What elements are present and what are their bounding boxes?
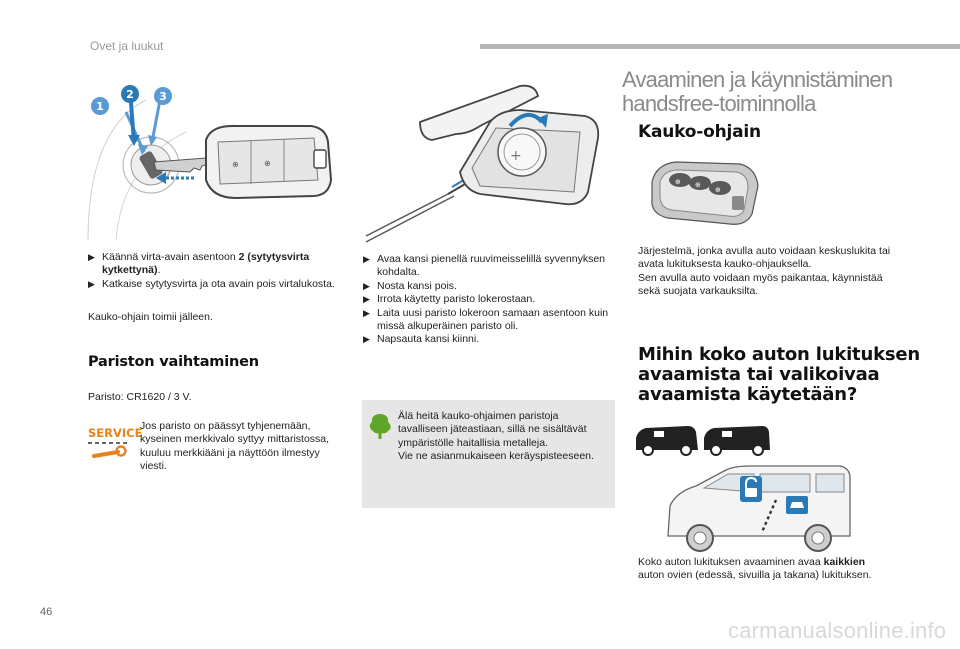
- bullet-icon: ▶: [363, 294, 370, 305]
- bullet-icon: ▶: [363, 307, 370, 318]
- section-title-line-2: handsfree-toiminnolla: [622, 91, 816, 116]
- full-unlock-text: Koko auton lukituksen avaaminen avaa kaikkien auton ovien (edessä, sivuilla ja takana) lukituksen.: [638, 556, 872, 582]
- van-variants-illustration: [632, 422, 772, 456]
- remote-description-1: Järjestelmä, jonka avulla auto voidaan keskuslukita tai avata lukituksesta kauko-ohjauksella.: [638, 245, 891, 271]
- svg-text:⊕: ⊕: [695, 181, 701, 189]
- van-unlock-illustration: [664, 462, 854, 554]
- key-ignition-illustration: [86, 80, 346, 240]
- bullet-icon: ▶: [363, 280, 370, 291]
- bullet-icon: ▶: [88, 252, 95, 262]
- bullet-icon: ▶: [363, 254, 370, 264]
- svg-text:⊕: ⊕: [264, 159, 271, 168]
- header-bar: [480, 44, 960, 49]
- svg-text:⊕: ⊕: [715, 186, 721, 194]
- svg-text:SERVICE: SERVICE: [88, 426, 143, 440]
- page-number: 46: [40, 606, 53, 618]
- service-warning-icon: [86, 424, 143, 464]
- environment-note-text: Älä heitä kauko-ohjaimen paristoja tavalliseen jäteastiaan, sillä ne sisältävät ympäristölle haitallisia metalleja. Vie ne asianmukaiseen keräyspisteeseen.: [398, 410, 594, 463]
- battery-steps: [363, 253, 613, 347]
- list-item: ▶ Katkaise sytytysvirta ja ota avain pois virtalukosta.: [88, 277, 335, 290]
- svg-text:⊕: ⊕: [675, 178, 681, 186]
- callout-3: 3: [159, 90, 167, 103]
- callout-1: 1: [96, 100, 104, 113]
- tree-icon: [368, 412, 392, 440]
- svg-text:+: +: [510, 148, 522, 164]
- svg-text:⊕: ⊕: [232, 160, 239, 169]
- watermark: carmanualsonline.info: [728, 618, 947, 643]
- bullet-icon: ▶: [363, 334, 370, 345]
- list-item: ▶ Napsauta kansi kiinni.: [363, 333, 480, 346]
- service-note: Jos paristo on päässyt tyhjenemään, kyseinen merkkivalo syttyy mittaristossa, kuuluu merkkiääni ja näyttöön ilmestyy viesti.: [140, 420, 330, 473]
- list-item: ▶ Laita uusi paristo lokeroon samaan asentoon kuin missä alkuperäinen paristo oli.: [363, 306, 609, 333]
- unlock-mode-heading-line-2: avaamista tai valikoivaa: [638, 364, 880, 385]
- list-item: ▶ Avaa kansi pienellä ruuvimeisselillä syvennyksen kohdalta.: [363, 253, 606, 279]
- remote-key-illustration: [648, 158, 760, 228]
- section-title-line-1: Avaaminen ja käynnistäminen: [622, 67, 893, 92]
- battery-spec: Paristo: CR1620 / 3 V.: [88, 391, 192, 403]
- callout-2: 2: [126, 88, 134, 101]
- remote-heading: Kauko-ohjain: [638, 122, 761, 142]
- battery-compartment-illustration: [360, 82, 610, 244]
- list-item: ▶ Käännä virta-avain asentoon 2 (sytytysvirta kytkettynä).: [88, 251, 310, 277]
- battery-heading: Pariston vaihtaminen: [88, 354, 259, 370]
- remote-ready-text: Kauko-ohjain toimii jälleen.: [88, 311, 213, 323]
- unlock-mode-heading-line-3: avaamista käytetään?: [638, 384, 858, 405]
- list-item: ▶ Irrota käytetty paristo lokerostaan.: [363, 293, 536, 306]
- unlock-mode-heading-line-1: Mihin koko auton lukituksen: [638, 344, 920, 365]
- ignition-steps: [88, 251, 338, 291]
- environment-note-box: [362, 400, 615, 508]
- list-item: ▶ Nosta kansi pois.: [363, 279, 457, 292]
- bullet-icon: ▶: [88, 278, 95, 289]
- remote-description-2: Sen avulla auto voidaan myös paikantaa, käynnistää sekä suojata varkauksilta.: [638, 272, 883, 298]
- section-title: Ovet ja luukut: [90, 39, 164, 53]
